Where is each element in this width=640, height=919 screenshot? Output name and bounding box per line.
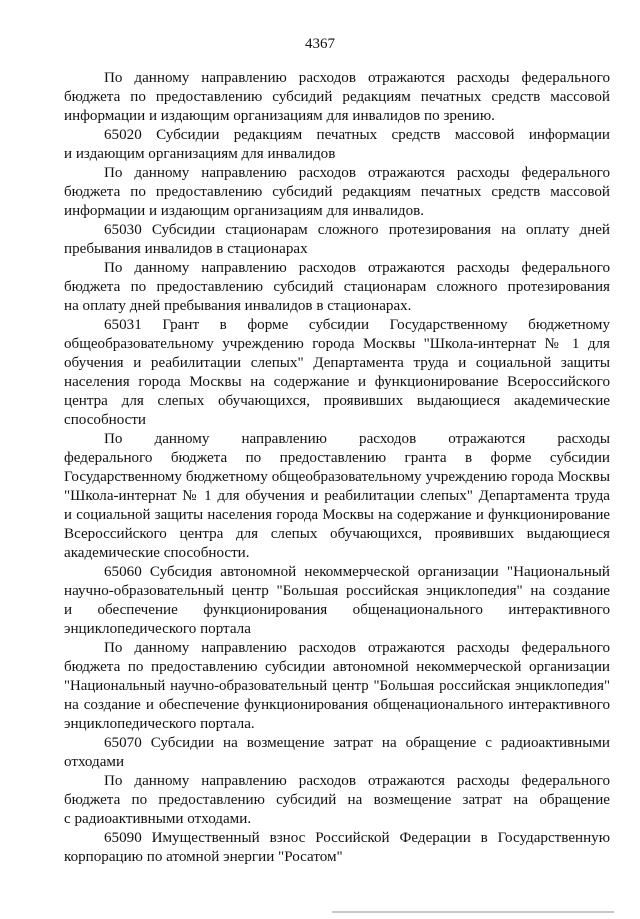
text-line: корпорацию по атомной энергии "Росатом" xyxy=(64,849,343,865)
text-line: с радиоактивными отходами. xyxy=(64,811,252,827)
text-line: 65070 Субсидии на возмещение затрат на обращение с радиоактивными xyxy=(104,735,610,751)
text-line: бюджета по предоставлению субсидии автономной некоммерческой организации xyxy=(64,659,610,675)
text-line: бюджета по предоставлению субсидий стационарам сложного протезирования xyxy=(64,279,610,295)
paragraph xyxy=(64,563,610,639)
text-line: обучения и реабилитации слепых" Департамента труда и социальной защиты xyxy=(64,355,610,371)
paragraph xyxy=(64,639,610,734)
paragraph xyxy=(64,126,610,164)
text-line: научно-образовательный центр "Большая российская энциклопедия" на создание xyxy=(64,583,610,599)
text-line: пребывания инвалидов в стационарах xyxy=(64,241,308,257)
text-line: 65060 Субсидия автономной некоммерческой организации "Национальный xyxy=(104,564,610,580)
paragraph xyxy=(64,430,610,563)
text-line: центра для слепых обучающихся, проявивших выдающиеся академические xyxy=(64,393,610,409)
text-line: "Школа-интернат № 1 для обучения и реабилитации слепых" Департамента труда xyxy=(64,488,610,504)
paragraph xyxy=(64,69,610,126)
text-line: 65030 Субсидии стационарам сложного протезирования на оплату дней xyxy=(104,222,610,238)
paragraph xyxy=(64,829,610,867)
text-line: Государственному бюджетному общеобразовательному учреждению города Москвы xyxy=(64,469,610,485)
text-line: академические способности. xyxy=(64,545,250,561)
text-line: федерального бюджета по предоставлению гранта в форме субсидии xyxy=(64,450,610,466)
text-line: 65020 Субсидии редакциям печатных средств массовой информации xyxy=(104,127,610,143)
text-line: и социальной защиты населения города Москвы на содержание и функционирование xyxy=(64,507,610,523)
text-line: По данному направлению расходов отражаются расходы xyxy=(104,431,610,447)
text-line: По данному направлению расходов отражаются расходы федерального xyxy=(104,165,610,181)
text-line: и издающим организациям для инвалидов xyxy=(64,146,336,162)
paragraph xyxy=(64,259,610,316)
paragraph xyxy=(64,772,610,829)
text-line: Всероссийского центра для слепых обучающихся, проявивших выдающиеся xyxy=(64,526,610,542)
paragraph xyxy=(64,221,610,259)
text-line: населения города Москвы на содержание и функционирование Всероссийского xyxy=(64,374,610,390)
text-line: По данному направлению расходов отражаются расходы федерального xyxy=(104,70,610,86)
text-line: бюджета по предоставлению субсидий на возмещение затрат на обращение xyxy=(64,792,610,808)
text-line: бюджета по предоставлению субсидий редакциям печатных средств массовой xyxy=(64,184,610,200)
text-line: "Национальный научно-образовательный центр "Большая российская энциклопедия" xyxy=(64,678,610,694)
text-line: общеобразовательному учреждению города Москвы "Школа-интернат № 1 для xyxy=(64,336,610,352)
document-body xyxy=(64,69,610,867)
text-line: бюджета по предоставлению субсидий редакциям печатных средств массовой xyxy=(64,89,610,105)
text-line: По данному направлению расходов отражаются расходы федерального xyxy=(104,773,610,789)
page-number: 4367 xyxy=(305,36,335,52)
text-line: способности xyxy=(64,412,146,428)
text-line: на оплату дней пребывания инвалидов в стационарах. xyxy=(64,298,412,314)
text-line: на создание и обеспечение функционирования общенационального интерактивного xyxy=(64,697,610,713)
scan-artifact-line xyxy=(332,911,614,913)
text-line: По данному направлению расходов отражаются расходы федерального xyxy=(104,640,610,656)
text-line: информации и издающим организациям для инвалидов по зрению. xyxy=(64,108,495,124)
text-line: энциклопедического портала. xyxy=(64,716,255,732)
text-line: и обеспечение функционирования общенационального интерактивного xyxy=(64,602,610,618)
paragraph xyxy=(64,316,610,430)
text-line: 65090 Имущественный взнос Российской Федерации в Государственную xyxy=(104,830,610,846)
paragraph xyxy=(64,164,610,221)
text-line: 65031 Грант в форме субсидии Государственному бюджетному xyxy=(104,317,610,333)
paragraph xyxy=(64,734,610,772)
text-line: энциклопедического портала xyxy=(64,621,251,637)
text-line: отходами xyxy=(64,754,125,770)
text-line: По данному направлению расходов отражаются расходы федерального xyxy=(104,260,610,276)
text-line: информации и издающим организациям для инвалидов. xyxy=(64,203,425,219)
